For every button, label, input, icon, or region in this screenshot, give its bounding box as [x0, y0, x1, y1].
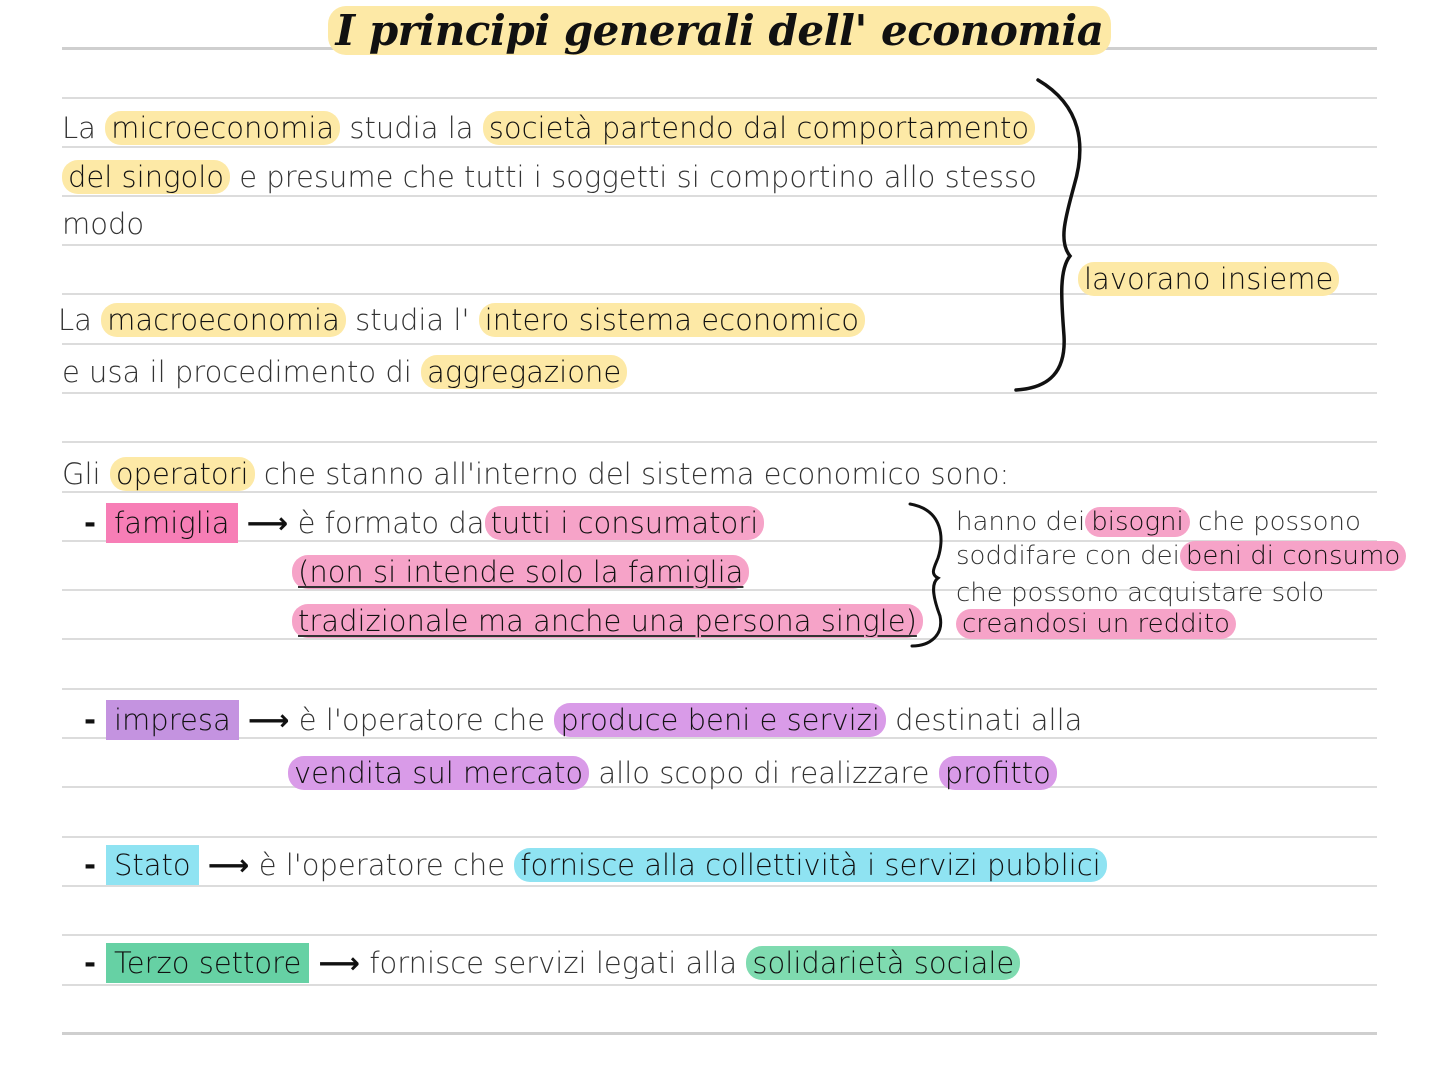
rule-line — [62, 441, 1377, 443]
stato-tag: Stato — [106, 845, 199, 885]
micro-line-1 — [62, 108, 1035, 148]
famiglia-side-2 — [956, 539, 1406, 573]
macro-text-2: e usa il procedimento di — [62, 355, 412, 389]
micro-text-2: e presume che tutti i soggetti si comportino allo stesso — [239, 160, 1037, 194]
terzo-tag: Terzo settore — [106, 943, 309, 983]
macro-line-2 — [62, 352, 627, 392]
impresa-row-2 — [288, 753, 1057, 793]
dash-bullet: - — [84, 703, 97, 737]
arrow-right-icon: ⟶ — [246, 506, 289, 540]
famiglia-note-text-2: tradizionale ma anche una persona single) — [292, 604, 923, 638]
operators-term: operatori — [110, 457, 255, 491]
big-brace-icon — [1010, 76, 1090, 396]
rule-line — [62, 392, 1377, 394]
famiglia-note-1 — [292, 552, 749, 592]
stato-text: è l'operatore che — [258, 848, 506, 882]
famiglia-note-text-1: (non si intende solo la famiglia — [292, 555, 749, 589]
impresa-highlight-2: vendita sul mercato — [288, 756, 589, 790]
operators-intro — [62, 454, 1009, 494]
impresa-text-b: destinati alla — [895, 703, 1083, 737]
micro-article: La — [62, 111, 96, 145]
micro-line-3 — [62, 204, 144, 244]
dash-bullet: - — [84, 506, 97, 540]
together-note — [1078, 259, 1339, 299]
arrow-right-icon: ⟶ — [318, 946, 361, 980]
famiglia-side-4 — [956, 607, 1236, 641]
famiglia-side-3 — [956, 576, 1324, 610]
micro-highlight: società partendo dal comportamento — [483, 111, 1035, 145]
arrow-right-icon: ⟶ — [207, 848, 250, 882]
side-highlight-4: creandosi un reddito — [956, 609, 1236, 639]
terzo-text: fornisce servizi legati alla — [369, 946, 738, 980]
terzo-row — [84, 943, 1020, 983]
side-highlight-1: bisogni — [1085, 507, 1190, 537]
page-title-text: I principi generali dell' economia — [328, 6, 1112, 55]
small-brace-icon — [904, 500, 954, 650]
impresa-text: è l'operatore che — [298, 703, 546, 737]
rule-line — [62, 885, 1377, 887]
rule-line — [62, 97, 1377, 99]
side-text-1b: che possono — [1198, 507, 1361, 537]
macro-highlight-2: aggregazione — [421, 355, 627, 389]
famiglia-side-1 — [956, 505, 1361, 539]
micro-highlight-2: del singolo — [62, 160, 230, 194]
page-title — [0, 6, 1439, 55]
stato-row — [84, 845, 1107, 885]
macro-article: La — [58, 303, 92, 337]
operators-text: che stanno all'interno del sistema economico sono: — [263, 457, 1010, 491]
famiglia-text: è formato da — [297, 506, 485, 540]
impresa-highlight: produce beni e servizi — [554, 703, 886, 737]
side-text-2: soddifare con dei — [956, 541, 1180, 571]
side-text-1: hanno dei — [956, 507, 1086, 537]
famiglia-tag: famiglia — [106, 503, 238, 543]
rule-line — [62, 244, 1377, 246]
side-highlight-2: beni di consumo — [1180, 541, 1406, 571]
impresa-row — [84, 700, 1082, 740]
famiglia-highlight: tutti i consumatori — [485, 506, 765, 540]
micro-term: microeconomia — [105, 111, 340, 145]
rule-line — [62, 836, 1377, 838]
macro-line-1 — [58, 300, 865, 340]
dash-bullet: - — [84, 848, 97, 882]
famiglia-row — [84, 503, 764, 543]
micro-line-2 — [62, 157, 1037, 197]
arrow-right-icon: ⟶ — [247, 703, 290, 737]
rule-line — [62, 934, 1377, 936]
rule-line — [62, 343, 1377, 345]
rule-line — [62, 984, 1377, 986]
side-text-3: che possono acquistare solo — [956, 578, 1325, 608]
impresa-text-2: allo scopo di realizzare — [598, 756, 930, 790]
famiglia-note-2 — [292, 601, 923, 641]
rule-line — [62, 688, 1377, 690]
stato-highlight: fornisce alla collettività i servizi pubblici — [514, 848, 1106, 882]
together-highlight: lavorano insieme — [1078, 262, 1339, 296]
impresa-highlight-3: profitto — [939, 756, 1057, 790]
micro-text-3: modo — [62, 207, 145, 241]
rule-line — [62, 1032, 1377, 1035]
macro-term: macroeconomia — [101, 303, 346, 337]
macro-highlight: intero sistema economico — [479, 303, 865, 337]
macro-text: studia l' — [355, 303, 470, 337]
impresa-tag: impresa — [106, 700, 239, 740]
terzo-highlight: solidarietà sociale — [746, 946, 1020, 980]
dash-bullet: - — [84, 946, 97, 980]
operators-article: Gli — [62, 457, 101, 491]
micro-text: studia la — [349, 111, 474, 145]
